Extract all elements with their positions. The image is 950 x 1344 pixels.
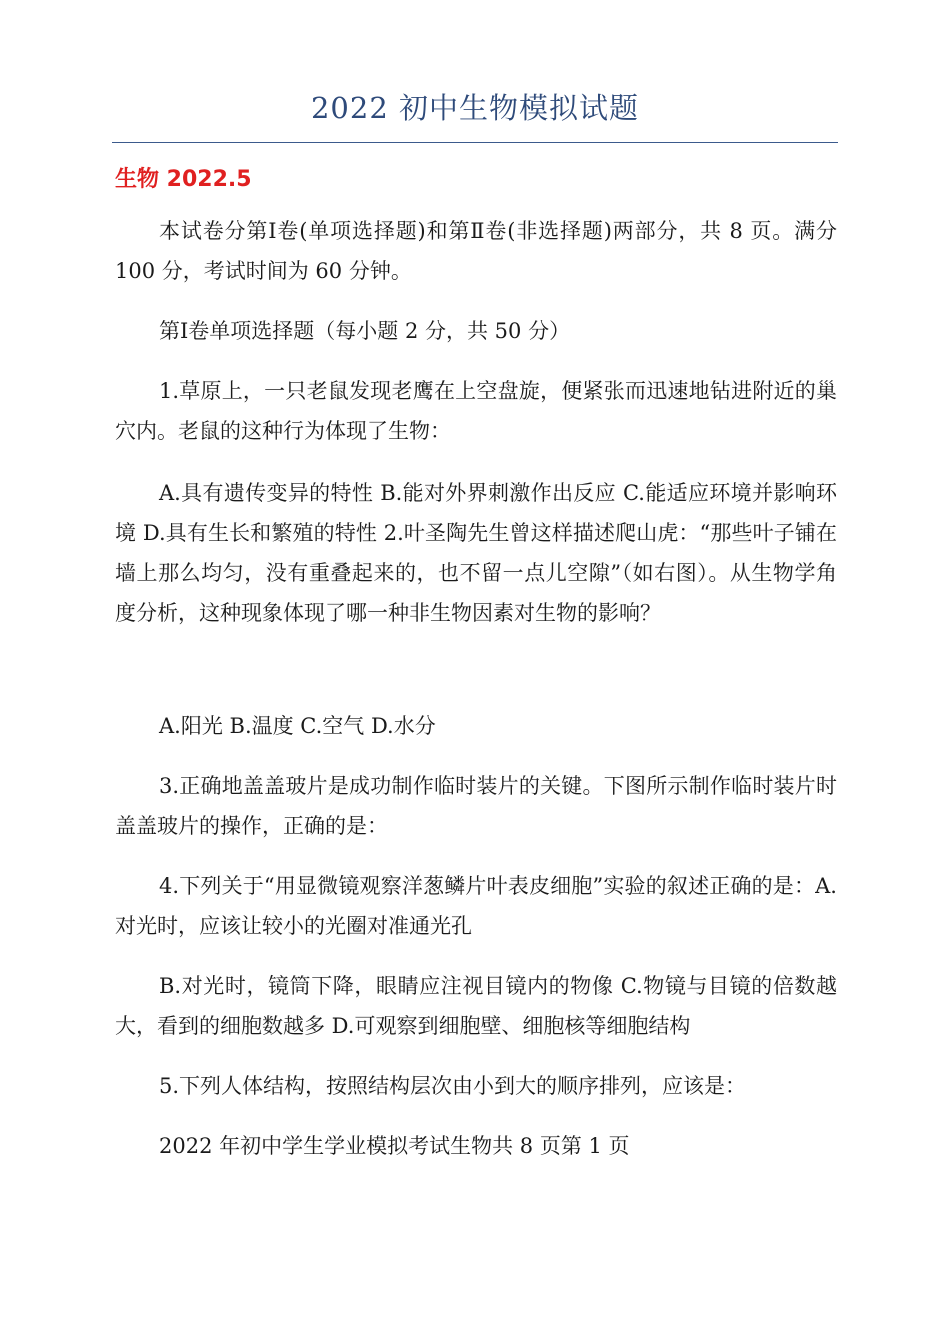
question-4: 4.下列关于“用显微镜观察洋葱鳞片叶表皮细胞”实验的叙述正确的是：A.对光时，应该让较小的光圈对准通光孔 xyxy=(115,874,837,938)
question-5: 5.下列人体结构，按照结构层次由小到大的顺序排列，应该是： xyxy=(159,1074,747,1098)
question-4-options: B.对光时，镜筒下降，眼睛应注视目镜内的物像 C.物镜与目镜的倍数越大，看到的细胞数越多 D.可观察到细胞壁、细胞核等细胞结构 xyxy=(115,974,837,1038)
question-1: 1.草原上，一只老鼠发现老鹰在上空盘旋，便紧张而迅速地钻进附近的巢穴内。老鼠的这种行为体现了生物： xyxy=(115,379,837,443)
page-footer: 2022 年初中学生学业模拟考试生物共 8 页第 1 页 xyxy=(159,1134,630,1158)
intro-paragraph: 本试卷分第Ⅰ卷(单项选择题)和第Ⅱ卷(非选择题)两部分，共 8 页。满分 100 分，考试时间为 60 分钟。 xyxy=(115,219,837,283)
section-heading: 第Ⅰ卷单项选择题（每小题 2 分，共 50 分） xyxy=(159,319,571,343)
question-1-options-question-2: A.具有遗传变异的特性 B.能对外界刺激作出反应 C.能适应环境并影响环境 D.具有生长和繁殖的特性 2.叶圣陶先生曾这样描述爬山虎：“那些叶子铺在墙上那么均匀，没有重叠起来的，也不留一点儿空隙”（如右图）。从生物学角度分析，这种现象体现了哪一种非生物因素对生物的影响？ xyxy=(115,481,837,625)
question-3: 3.正确地盖盖玻片是成功制作临时装片的关键。下图所示制作临时装片时盖盖玻片的操作，正确的是： xyxy=(115,774,837,838)
question-2-options: A.阳光 B.温度 C.空气 D.水分 xyxy=(159,714,436,738)
page-title: 2022 初中生物模拟试题 xyxy=(310,91,640,125)
subject-label: 生物 2022.5 xyxy=(115,167,252,192)
title-divider xyxy=(112,142,838,143)
